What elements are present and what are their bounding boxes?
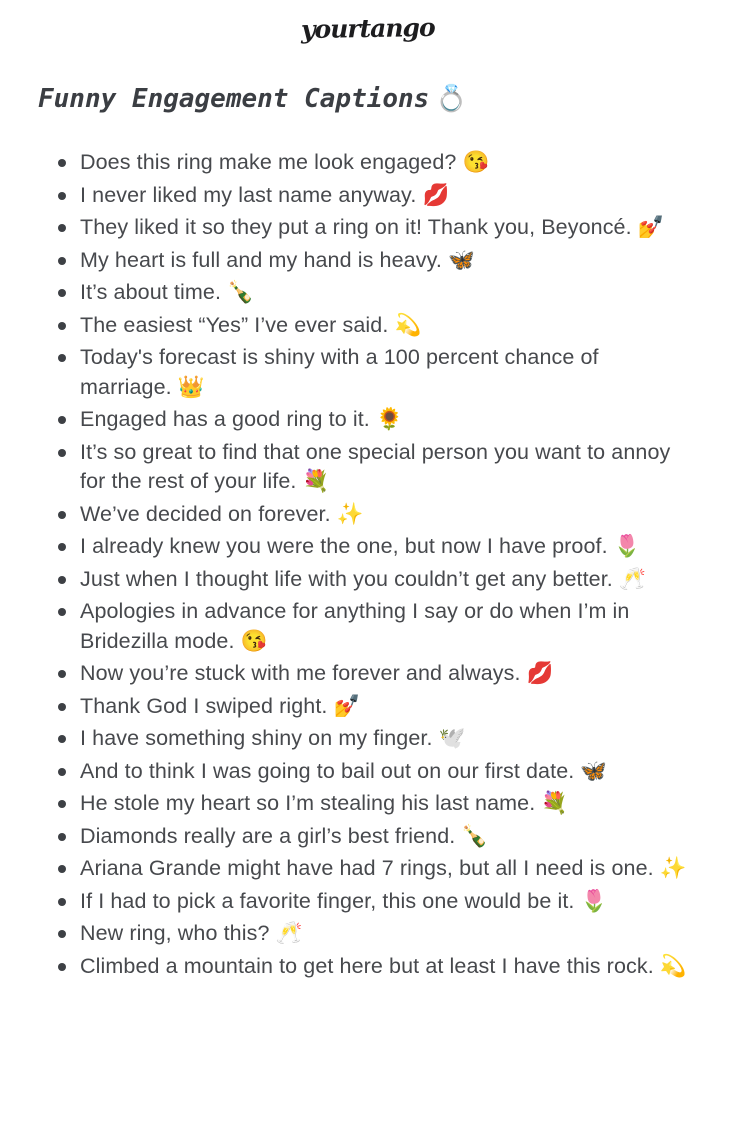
caption-item: Today's forecast is shiny with a 100 percent chance of marriage. 👑	[44, 343, 694, 402]
caption-item: And to think I was going to bail out on our first date. 🦋	[44, 757, 694, 787]
caption-item: We’ve decided on forever. ✨	[44, 500, 694, 530]
caption-item: Climbed a mountain to get here but at least I have this rock. 💫	[44, 952, 694, 982]
caption-item: I never liked my last name anyway. 💋	[44, 181, 694, 211]
caption-item: Does this ring make me look engaged? 😘	[44, 148, 694, 178]
yourtango-logo: yourtango	[300, 12, 436, 45]
caption-item: Just when I thought life with you couldn’t get any better. 🥂	[44, 565, 694, 595]
ring-emoji: 💍	[435, 84, 468, 114]
captions-list	[44, 148, 694, 984]
caption-item: If I had to pick a favorite finger, this one would be it. 🌷	[44, 887, 694, 917]
page-title-text: Funny Engagement Captions	[38, 84, 430, 114]
caption-item: Apologies in advance for anything I say or do when I’m in Bridezilla mode. 😘	[44, 597, 694, 656]
caption-item: It’s about time. 🍾	[44, 278, 694, 308]
caption-item: Now you’re stuck with me forever and always. 💋	[44, 659, 694, 689]
caption-item: I have something shiny on my finger. 🕊️	[44, 724, 694, 754]
caption-item: My heart is full and my hand is heavy. 🦋	[44, 246, 694, 276]
caption-item: Thank God I swiped right. 💅	[44, 692, 694, 722]
caption-item: He stole my heart so I’m stealing his last name. 💐	[44, 789, 694, 819]
caption-item: The easiest “Yes” I’ve ever said. 💫	[44, 311, 694, 341]
header	[0, 14, 736, 43]
caption-item: New ring, who this? 🥂	[44, 919, 694, 949]
caption-item: Ariana Grande might have had 7 rings, but all I need is one. ✨	[44, 854, 694, 884]
caption-item: They liked it so they put a ring on it! Thank you, Beyoncé. 💅	[44, 213, 694, 243]
caption-item: Engaged has a good ring to it. 🌻	[44, 405, 694, 435]
caption-item: Diamonds really are a girl’s best friend. 🍾	[44, 822, 694, 852]
caption-item: I already knew you were the one, but now I have proof. 🌷	[44, 532, 694, 562]
page-title	[38, 84, 468, 114]
caption-item: It’s so great to find that one special person you want to annoy for the rest of your life. 💐	[44, 438, 694, 497]
